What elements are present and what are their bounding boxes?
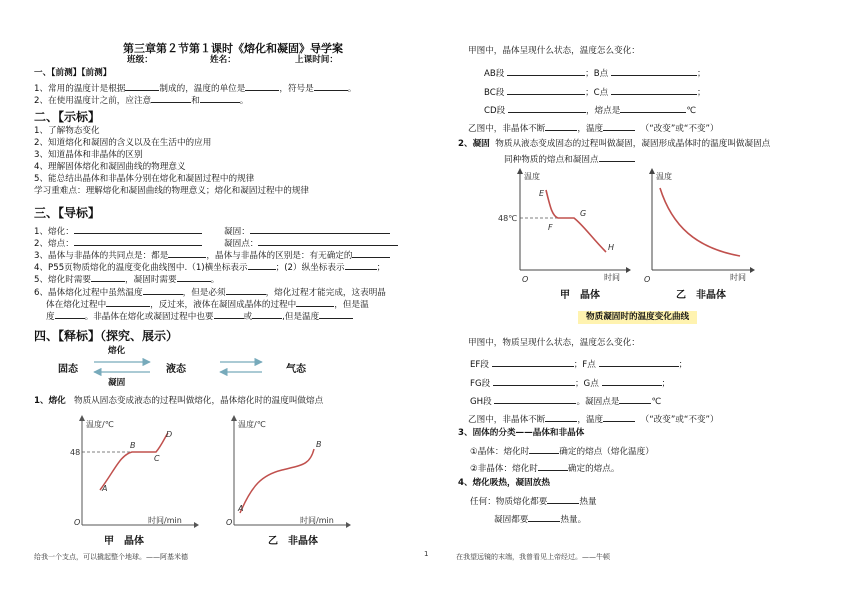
chart-ylabel: 温度/℃ <box>86 420 114 429</box>
section1-heading: 一、【前测】【前测】 <box>34 68 112 78</box>
class-field: 班级： <box>127 55 153 65</box>
r-yi2-line: 乙图中，非晶体不断 ，温度 （“改变”或“不变”） <box>468 412 719 426</box>
point-label: E <box>539 189 545 198</box>
chart1-caption: 甲 晶体 <box>104 536 144 547</box>
curve-line <box>546 190 606 252</box>
q3-line: 3、晶体与非晶体的共同点是：都是 ，晶体与非晶体的区别是：有无确定的 <box>34 248 390 262</box>
freeze-amorphous-chart <box>640 166 758 286</box>
chart-ylabel: 温度 <box>656 172 672 181</box>
chart4-caption: 乙 非晶体 <box>676 290 726 301</box>
melt-crystal-chart <box>70 415 200 535</box>
section3-heading: 三、【导标】 <box>34 206 101 220</box>
curve-line <box>660 188 740 256</box>
r-yi-line: 乙图中，非晶体不断 ，温度 （“改变”或“不变”） <box>468 121 719 135</box>
name-field: 姓名： <box>210 55 236 65</box>
melt-label: 熔化 <box>108 346 126 356</box>
footer-right-quote: 在我望远镜的末端，我曾看见上帝经过。——牛顿 <box>456 553 610 561</box>
q6-line1: 6、晶体熔化过程中虽然温度 ，但是必须 ，熔化过程才能完成，这表明晶 <box>34 285 386 299</box>
point-label: B <box>316 440 322 449</box>
q2b-line: 凝固点： <box>224 236 398 250</box>
tick-label: 48 <box>70 448 81 457</box>
key-points: 学习重难点：理解熔化和凝固曲线的物理意义；熔化和凝固过程中的规律 <box>34 186 310 196</box>
goal-item: 2、知道熔化和凝固的含义以及在生活中的应用 <box>34 138 212 148</box>
origin-label: O <box>226 518 233 527</box>
r-ab-line: AB段 ；B点 ； <box>484 66 706 80</box>
r-fg-line: FG段 ；G点 ； <box>470 376 670 390</box>
point-label: A <box>102 484 108 493</box>
goal-item: 1、了解物态变化 <box>34 126 100 136</box>
r-q2-line: 2、凝固 物质从液态变成固态的过程叫做凝固，凝固形成晶体时的温度叫做凝固点 <box>458 139 771 149</box>
p1-line: 1、熔化 物质从固态变成液态的过程叫做熔化，晶体熔化时的温度叫做熔点 <box>34 396 324 406</box>
r-intro: 甲图中，晶体呈现什么状态，温度怎么变化： <box>468 46 640 56</box>
melt-amorphous-chart <box>222 415 352 535</box>
curve-title-banner: 物质凝固时的温度变化曲线 <box>578 311 697 324</box>
r-q4-1: 任何：物质熔化都要 热量 <box>470 494 597 508</box>
point-label: D <box>166 430 173 439</box>
goal-item: 5、能总结出晶体和非晶体分别在熔化和凝固过程中的规律 <box>34 174 255 184</box>
s1-line1: 1、常用的温度计是根据 制成的，温度的单位是 ，符号是 。 <box>34 81 356 95</box>
q5-line: 5、熔化时需要 ，凝固时需要 。 <box>34 272 219 286</box>
r-q4-2: 凝固都要 热量。 <box>494 512 586 526</box>
chart2-caption: 乙 非晶体 <box>268 536 318 547</box>
q2-line: 2、熔点： <box>34 236 202 250</box>
section4-heading: 四、【释标】（探究、展示） <box>34 329 179 343</box>
chart-xlabel: 时间/min <box>300 516 334 525</box>
freeze-crystal-chart <box>498 166 633 286</box>
q6-line2: 体在熔化过程中 ，反过来，液体在凝固成晶体的过程中 ，但是温 <box>46 297 369 311</box>
origin-label: O <box>644 275 651 284</box>
r-f-intro: 甲图中，物质呈现什么状态，温度怎么变化： <box>468 338 640 348</box>
chart-xlabel: 时间/min <box>148 516 182 525</box>
chart-xlabel: 时间 <box>604 273 620 282</box>
origin-label: O <box>522 275 529 284</box>
q4-line: 4、P55页物质熔化的温度变化曲线图中.（1)横坐标表示 ；(2）纵坐标表示 ； <box>34 260 385 274</box>
curve-line <box>240 449 314 513</box>
r-q3-title: 3、固体的分类——晶体和非晶体 <box>458 428 585 438</box>
r-q2-line2: 同种物质的熔点和凝固点 <box>504 152 635 166</box>
r-q3-2: ②非晶体：熔化时 确定的熔点。 <box>470 461 619 475</box>
page-title: 第三章第２节第１课时《熔化和凝固》导学案 <box>123 42 343 55</box>
tick-label: 48℃ <box>498 214 518 223</box>
q6-line3: 度 。非晶体在熔化或凝固过程中也要 或 ,但是温度 <box>46 309 353 323</box>
time-field: 上课时间： <box>295 55 338 65</box>
r-q3-1: ①晶体：熔化时 确定的熔点（熔化温度） <box>470 444 654 458</box>
freeze-label: 凝固 <box>108 378 126 388</box>
point-label: H <box>608 243 615 252</box>
point-label: F <box>548 223 553 232</box>
point-label: B <box>130 441 136 450</box>
q1-line: 1、熔化： <box>34 224 202 238</box>
goal-item: 3、知道晶体和非晶体的区别 <box>34 150 143 160</box>
section2-heading: 二、【示标】 <box>34 110 101 124</box>
gas-label: 气态 <box>286 364 306 375</box>
solid-label: 固态 <box>58 364 78 375</box>
point-label: C <box>154 454 160 463</box>
s1-line2: 2、在使用温度计之前，应注意 和 。 <box>34 93 248 107</box>
footer-left-quote: 给我一个支点，可以撬起整个地球。——阿基米德 <box>34 553 188 561</box>
r-gh-line: GH段 。凝固点是 ℃ <box>470 394 661 408</box>
chart-ylabel: 温度 <box>524 172 540 181</box>
liquid-label: 液态 <box>166 364 186 375</box>
point-label: A <box>238 504 244 513</box>
point-label: G <box>580 209 587 218</box>
r-q4-title: 4、熔化吸热，凝固放热 <box>458 478 550 488</box>
r-cd-line: CD段 ，熔点是 ℃ <box>484 103 696 117</box>
q1b-line: 凝固： <box>224 224 390 238</box>
chart-ylabel: 温度/℃ <box>238 420 266 429</box>
r-bc-line: BC段 ；C点 ； <box>484 85 706 99</box>
goal-item: 4、理解固体熔化和凝固曲线的物理意义 <box>34 162 186 172</box>
chart3-caption: 甲 晶体 <box>560 290 600 301</box>
origin-label: O <box>74 518 81 527</box>
page-number: 1 <box>424 550 429 558</box>
r-ef-line: EF段 ；F点 ； <box>470 357 687 371</box>
chart-xlabel: 时间 <box>730 273 746 282</box>
